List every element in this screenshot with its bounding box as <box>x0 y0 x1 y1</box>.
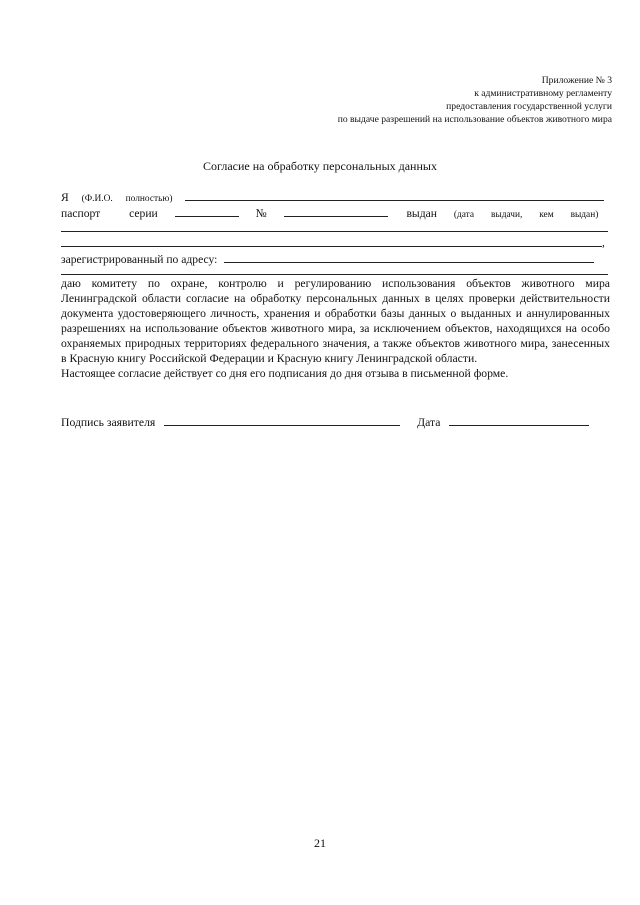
signature-row <box>61 414 621 429</box>
signature-label: Подпись заявителя <box>61 416 156 429</box>
passport-row <box>61 205 608 222</box>
appendix-header <box>338 74 612 126</box>
fio-field[interactable] <box>185 189 604 201</box>
date-field[interactable] <box>449 414 589 426</box>
series-field[interactable] <box>175 205 239 217</box>
passport-label: паспорт <box>61 207 101 220</box>
date-label: Дата <box>417 416 441 429</box>
fio-hint-full: полностью) <box>125 194 173 204</box>
issued-hint-issued: выдан) <box>570 210 599 220</box>
fio-hint: (Ф.И.О. <box>81 194 113 204</box>
issued-hint-who: кем <box>539 210 554 220</box>
number-sign: № <box>255 207 267 220</box>
consent-paragraph: даю комитету по охране, контролю и регулированию использования объектов животного мира Ленинградской области согласие на обработку персональных данных в целях проверки действительности документа удостоверяющего личность, хранения и обработки базы данных о выданных и аннулированных разрешениях на использование объектов животного мира, за исключением объектов, находящихся на особо охраняемых природных территориях федерального значения, а также объектов животного мира, занесенных в Красную книгу Российской Федерации и Красную книгу Ленинградской области. <box>61 277 610 365</box>
appendix-line-1: Приложение № 3 <box>541 75 612 86</box>
series-label: серии <box>129 207 158 220</box>
fio-row <box>61 189 608 206</box>
issued-by-field[interactable] <box>61 231 608 232</box>
consent-body <box>61 276 610 381</box>
address-field[interactable] <box>224 251 594 263</box>
passport-number-field[interactable] <box>284 205 388 217</box>
address-label: зарегистрированный по адресу: <box>61 253 218 266</box>
issued-label: выдан <box>406 207 437 220</box>
issued-hint-issue: выдачи, <box>490 210 523 220</box>
issued-hint-date: (дата <box>453 210 475 220</box>
appendix-line-2: к административному регламенту <box>474 88 612 99</box>
appendix-line-4: по выдаче разрешений на использование объектов животного мира <box>337 114 612 125</box>
appendix-line-3: предоставления государственной услуги <box>446 101 612 112</box>
issued-by-field-2[interactable] <box>61 246 602 247</box>
page-number: 21 <box>314 836 326 850</box>
ya-label: Я <box>61 191 69 204</box>
document-title: Согласие на обработку персональных данных <box>203 159 437 173</box>
validity-paragraph: Настоящее согласие действует со дня его подписания до дня отзыва в письменной форме. <box>61 367 509 380</box>
comma-mark: , <box>602 236 605 249</box>
address-row <box>61 251 608 267</box>
address-field-2[interactable] <box>61 274 608 275</box>
signature-field[interactable] <box>164 414 400 426</box>
